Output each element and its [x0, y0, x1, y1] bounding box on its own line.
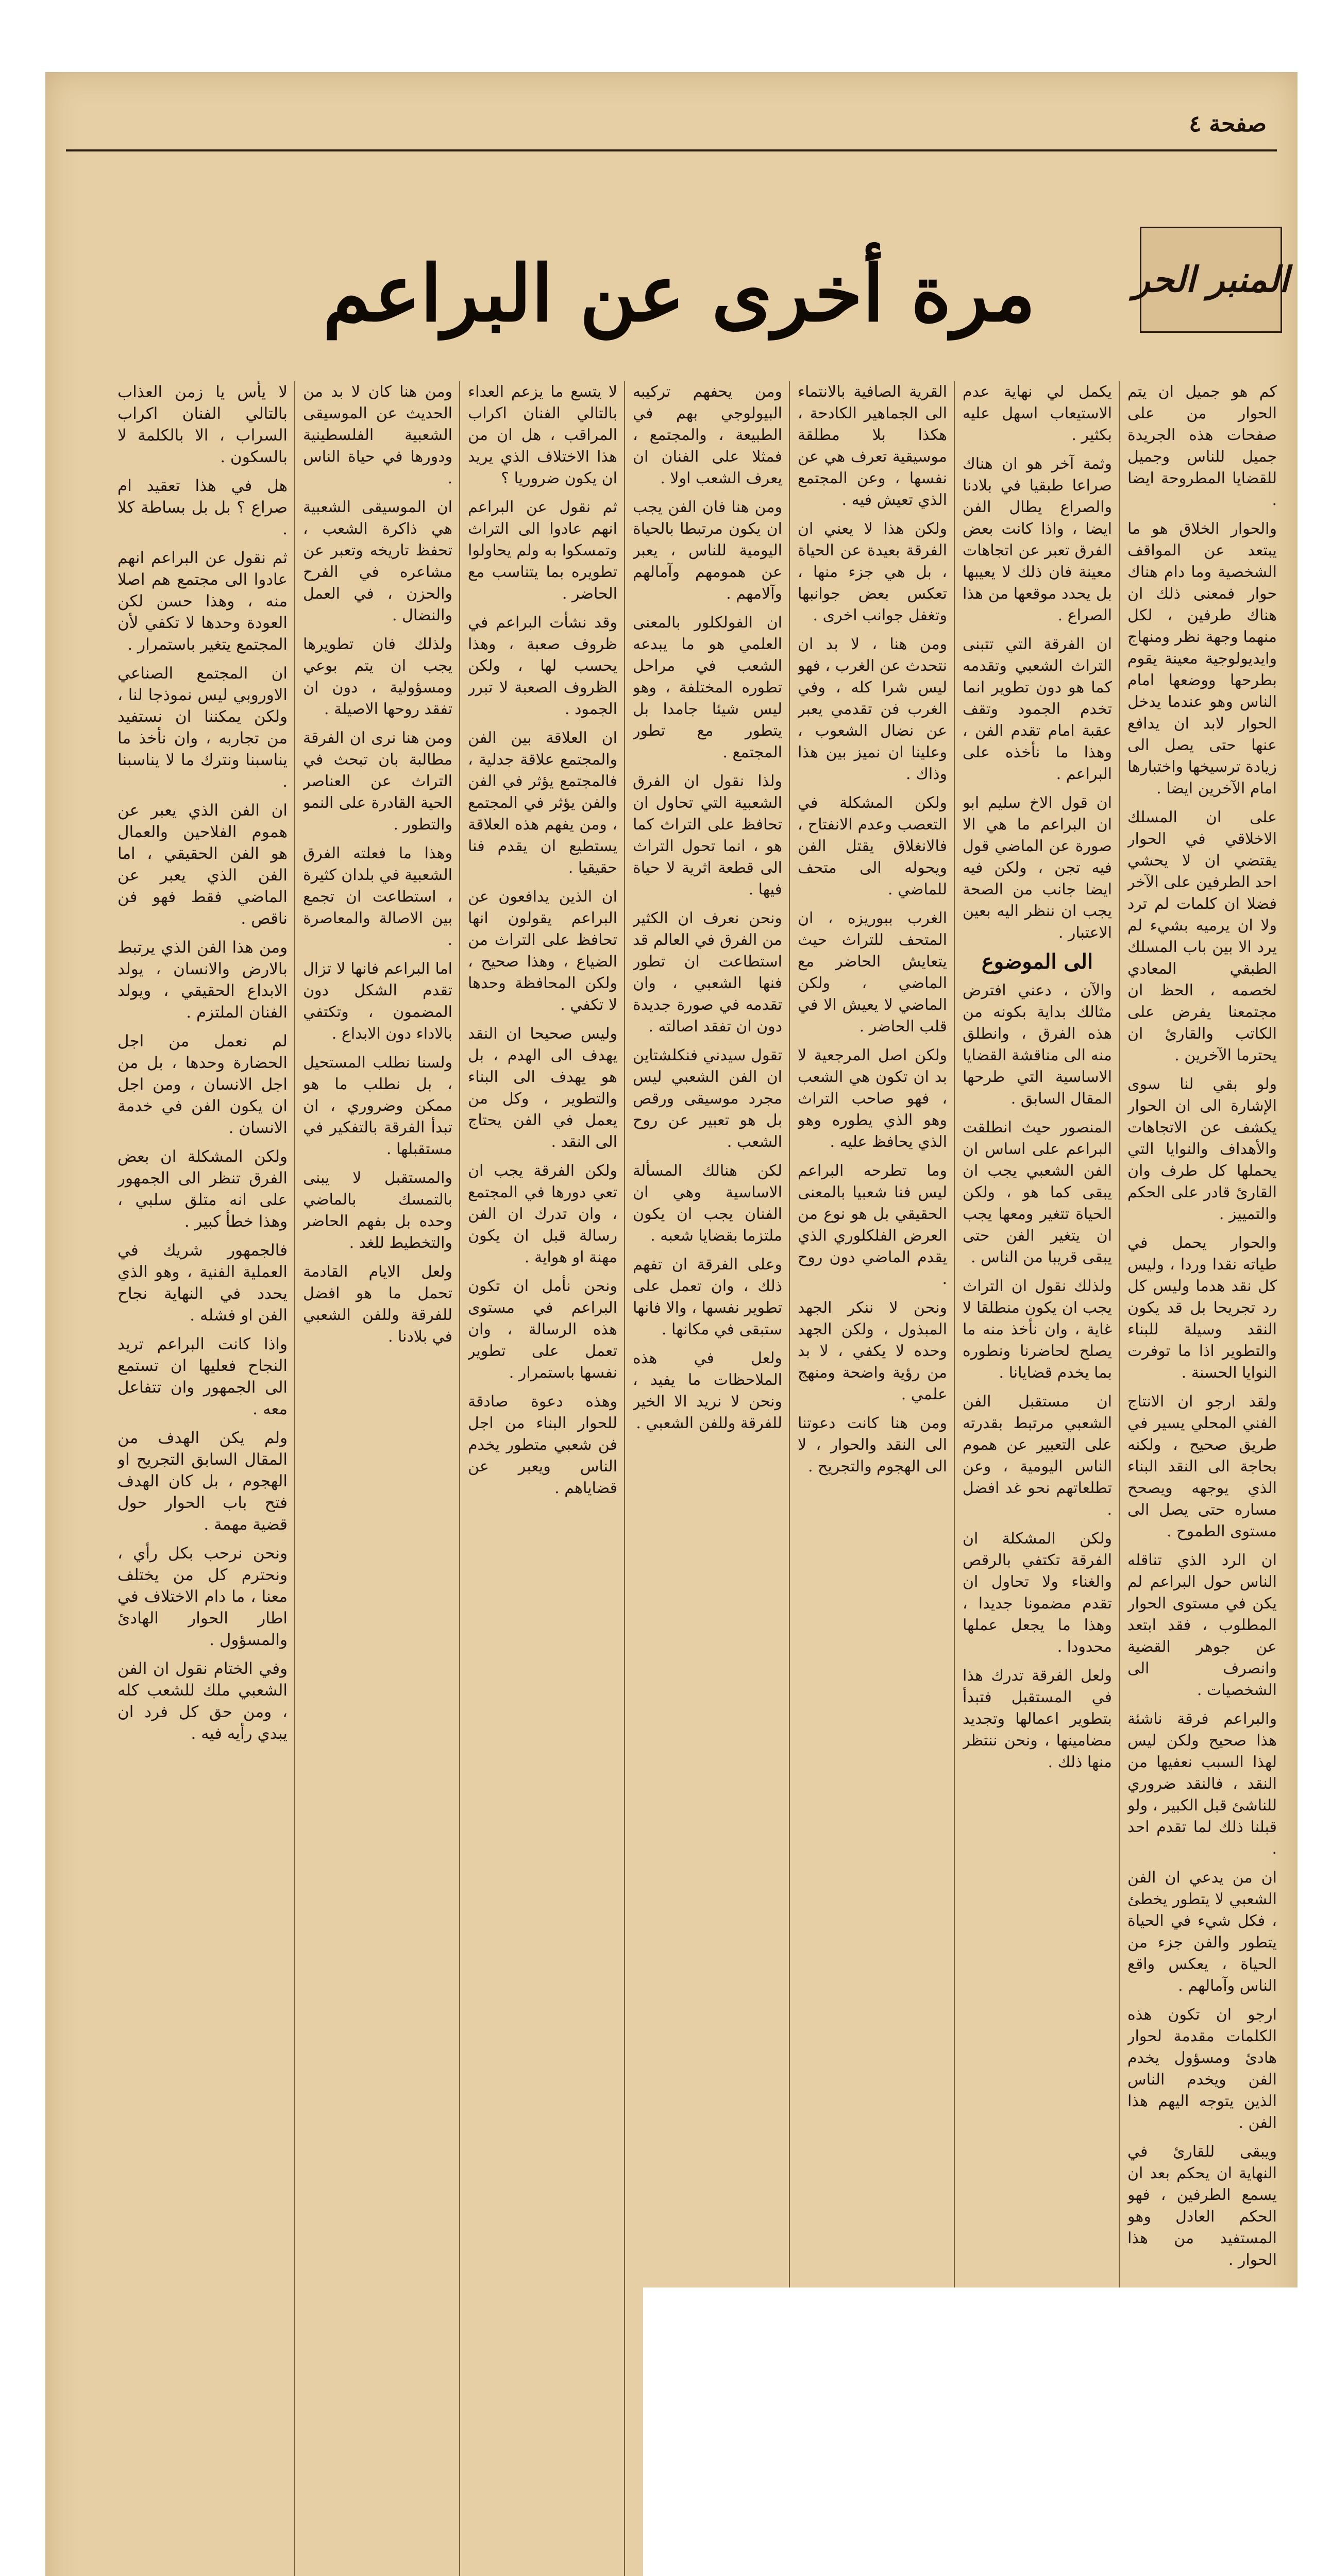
article-paragraph: ومن هنا كانت دعوتنا الى النقد والحوار ، لا الى الهجوم والتجريح . — [798, 1414, 947, 1476]
article-paragraph: والحوار يحمل في طياته نقدا وردا ، وليس كل نقد هدما وليس كل رد تجريحا بل قد يكون النقد وسيلة للبناء والتطوير اذا ما توفرت النوايا الحسنة . — [1127, 1234, 1277, 1382]
article-paragraph: ولكن اصل المرجعية لا بد ان تكون هي الشعب ، فهو صاحب التراث وهو الذي يطوره وهو الذي يحافظ عليه . — [798, 1046, 947, 1151]
article-column-7 — [117, 381, 288, 2576]
column-divider — [459, 381, 460, 2576]
article-paragraph: ولسنا نطلب المستحيل ، بل نطلب ما هو ممكن وضروري ، ان تبدأ الفرقة بالتفكير في مستقبلها . — [303, 1054, 452, 1158]
page-number-label: صفحة ٤ — [1189, 111, 1267, 137]
article-paragraph: ان قول الاخ سليم ابو ان البراعم ما هي الا صورة عن الماضي قول فيه تجن ، ولكن فيه ايضا جانب من الصحة يجب ان ننظر اليه بعين الاعتبار . — [963, 794, 1112, 942]
article-paragraph: ان الموسيقى الشعبية هي ذاكرة الشعب ، تحفظ تاريخه وتعبر عن مشاعره في الفرح والحزن ، في العمل والنضال . — [303, 498, 452, 624]
article-paragraph: ولكن هذا لا يعني ان الفرقة بعيدة عن الحياة ، بل هي جزء منها ، تعكس بعض جوانبها وتغفل جوانب اخرى . — [798, 520, 947, 624]
article-paragraph: ان الذين يدافعون عن البراعم يقولون انها تحافظ على التراث من الضياع ، وهذا صحيح ، ولكن المحافظة وحدها لا تكفي . — [468, 888, 617, 1014]
article-paragraph: ولكن المشكلة في التعصب وعدم الانفتاح ، فالانغلاق يقتل الفن ويحوله الى متحف للماضي . — [798, 794, 947, 899]
article-paragraph: المنصور حيث انطلقت البراعم على اساس ان الفن الشعبي يجب ان يبقى كما هو ، ولكن الحياة تتغير ومعها يجب ان يتغير الفن حتى يبقى قريبا من الناس . — [963, 1118, 1112, 1266]
column-divider — [294, 381, 295, 2576]
article-paragraph: وقد نشأت البراعم في ظروف صعبة ، وهذا يحسب لها ، ولكن الظروف الصعبة لا تبرر الجمود . — [468, 614, 617, 718]
article-paragraph: ومن يحفهم تركيبه البيولوجي بهم في الطبيعة ، والمجتمع ، فمثلا على الفنان ان يعرف الشعب اولا . — [633, 383, 782, 487]
article-paragraph: تقول سيدني فنكلشتاين ان الفن الشعبي ليس مجرد موسيقى ورقص بل هو تعبير عن روح الشعب . — [633, 1046, 782, 1151]
column-divider — [789, 381, 790, 2287]
article-paragraph: على ان المسلك الاخلاقي في الحوار يقتضي ان لا يحشي احد الطرفين على الآخر فضلا ان كلمات لم ترد ولا ان يرميه بشيء لم يرد الا بين باب المسلك الطبقي المعادي لخصمه ، الحظ ان مجتمعنا يفرض على الكاتب والقارئ ان يحترما الآخرين . — [1127, 808, 1277, 1064]
article-paragraph: ومن هنا كان لا بد من الحديث عن الموسيقى الشعبية الفلسطينية ودورها في حياة الناس . — [303, 383, 452, 487]
article-paragraph: لكن هنالك المسألة الاساسية وهي ان الفنان يجب ان يكون ملتزما بقضايا شعبه . — [633, 1162, 782, 1245]
column-divider — [624, 381, 625, 2576]
article-paragraph: ونحن نعرف ان الكثير من الفرق في العالم قد استطاعت ان تطور فنها الشعبي ، وان تقدمه في صورة جديدة دون ان تفقد اصالته . — [633, 909, 782, 1036]
headline-box — [241, 227, 1117, 361]
article-paragraph: وعلى الفرقة ان تفهم ذلك ، وان تعمل على تطوير نفسها ، والا فانها ستبقى في مكانها . — [633, 1256, 782, 1338]
article-paragraph: ولكن المشكلة ان بعض الفرق تنظر الى الجمهور على انه متلق سلبي ، وهذا خطأ كبير . — [117, 1147, 288, 1231]
article-paragraph: وهذا ما فعلته الفرق الشعبية في بلدان كثيرة ، استطاعت ان تجمع بين الاصالة والمعاصرة . — [303, 844, 452, 949]
article-paragraph: ولكن المشكلة ان الفرقة تكتفي بالرقص والغناء ولا تحاول ان تقدم مضمونا جديدا ، وهذا ما يجعل عملها محدودا . — [963, 1530, 1112, 1656]
article-paragraph: ولم يكن الهدف من المقال السابق التجريح او الهجوم ، بل كان الهدف فتح باب الحوار حول قضية مهمة . — [117, 1429, 288, 1534]
article-paragraph: ولذلك فان تطويرها يجب ان يتم بوعي ومسؤولية ، دون ان تفقد روحها الاصيلة . — [303, 635, 452, 718]
column-divider — [1119, 381, 1120, 2576]
article-column-5 — [468, 381, 617, 2576]
column-divider — [954, 381, 955, 2576]
article-paragraph: ان المجتمع الصناعي الاوروبي ليس نموذجا لنا ، ولكن يمكننا ان نستفيد من تجاربه ، وان نأخذ ما يناسبنا ونترك ما لا يناسبنا . — [117, 664, 288, 791]
article-paragraph: ولكن الفرقة يجب ان تعي دورها في المجتمع ، وان تدرك ان الفن رسالة قبل ان يكون مهنة او هواية . — [468, 1162, 617, 1266]
article-column-4 — [633, 381, 782, 2287]
article-paragraph: لا يأس يا زمن العذاب بالتالي الفنان اكراب السراب ، الا بالكلمة لا بالسكون . — [117, 383, 288, 466]
article-paragraph: ان الفولكلور بالمعنى العلمي هو ما يبدعه الشعب في مراحل تطوره المختلفة ، وهو ليس شيئا جامدا بل يتطور مع تطور المجتمع . — [633, 614, 782, 761]
article-column-3 — [798, 381, 947, 2287]
article-paragraph: ونحن نأمل ان تكون البراعم في مستوى هذه الرسالة ، وان تعمل على تطوير نفسها باستمرار . — [468, 1277, 617, 1382]
article-paragraph: ويبقى للقارئ في النهاية ان يحكم بعد ان يسمع الطرفين ، فهو الحكم العادل وهو المستفيد من هذا الحوار . — [1127, 2143, 1277, 2269]
article-paragraph: ان الرد الذي تناقله الناس حول البراعم لم يكن في مستوى الحوار المطلوب ، فقد ابتعد عن جوهر القضية وانصرف الى الشخصيات . — [1127, 1551, 1277, 1699]
article-paragraph: ولعل الايام القادمة تحمل ما هو افضل للفرقة وللفن الشعبي في بلادنا . — [303, 1263, 452, 1346]
article-paragraph: لا يتسع ما يزعم العداء بالتالي الفنان اكراب المراقب ، هل ان من هذا الاختلاف الذي يريد ان يكون ضروريا ؟ — [468, 383, 617, 487]
article-paragraph: ومن هنا فان الفن يجب ان يكون مرتبطا بالحياة اليومية للناس ، يعبر عن همومهم وآمالهم وآلامهم . — [633, 498, 782, 603]
article-paragraph: ومن هذا الفن الذي يرتبط بالارض والانسان ، يولد الابداع الحقيقي ، ويولد الفنان الملتزم . — [117, 938, 288, 1022]
article-paragraph: ومن هنا نرى ان الفرقة مطالبة بان تبحث في التراث عن العناصر الحية القادرة على النمو والتطور . — [303, 729, 452, 834]
article-paragraph: وثمة آخر هو ان هناك صراعا طبقيا في بلادنا والصراع يطال الفن ايضا ، واذا كانت بعض الفرق تعبر عن اتجاهات معينة فان ذلك لا يعيبها بل يحدد موقعها من هذا الصراع . — [963, 455, 1112, 624]
article-paragraph: ولعل الفرقة تدرك هذا في المستقبل فتبدأ بتطوير اعمالها وتجديد مضامينها ، ونحن ننتظر منها ذلك . — [963, 1667, 1112, 1771]
article-paragraph: وهذه دعوة صادقة للحوار البناء من اجل فن شعبي متطور يخدم الناس ويعبر عن قضاياهم . — [468, 1393, 617, 1497]
article-paragraph: والبراعم فرقة ناشئة هذا صحيح ولكن ليس لهذا السبب نعفيها من النقد ، فالنقد ضروري للناشئ قبل الكبير ، ولو قبلنا ذلك لما تقدم احد . — [1127, 1710, 1277, 1858]
article-paragraph: ومن هنا ، لا بد ان نتحدث عن الغرب ، فهو ليس شرا كله ، وفي الغرب فن تقدمي يعبر عن نضال الشعوب ، وعلينا ان نميز بين هذا وذاك . — [798, 635, 947, 783]
article-column-1 — [1127, 381, 1277, 2576]
article-paragraph: والمستقبل لا يبنى بالتمسك بالماضي وحده بل بفهم الحاضر والتخطيط للغد . — [303, 1169, 452, 1252]
article-paragraph: ان الفن الذي يعبر عن هموم الفلاحين والعمال هو الفن الحقيقي ، اما الفن الذي يعبر عن الماضي فقط فهو فن ناقص . — [117, 801, 288, 928]
article-paragraph: ثم نقول عن البراعم انهم عادوا الى مجتمع هم اصلا منه ، وهذا حسن لكن العودة وحدها لا تكفي لأن المجتمع يتغير باستمرار . — [117, 549, 288, 654]
article-paragraph: يكمل لي نهاية عدم الاستيعاب اسهل عليه بكثير . — [963, 383, 1112, 444]
article-paragraph: ونحن لا ننكر الجهد المبذول ، ولكن الجهد وحده لا يكفي ، لا بد من رؤية واضحة ومنهج علمي . — [798, 1299, 947, 1403]
article-paragraph: هل في هذا تعقيد ام صراع ؟ بل بل بساطة كلا . — [117, 477, 288, 538]
article-paragraph: اما البراعم فانها لا تزال تقدم الشكل دون المضمون ، وتكتفي بالاداء دون الابداع . — [303, 960, 452, 1043]
article-paragraph: ان من يدعي ان الفن الشعبي لا يتطور يخطئ ، فكل شيء في الحياة يتطور والفن جزء من الحياة ، يعكس واقع الناس وآمالهم . — [1127, 1869, 1277, 1995]
article-paragraph: وما تطرحه البراعم ليس فنا شعبيا بالمعنى الحقيقي بل هو نوع من العرض الفلكلوري الذي يقدم الماضي دون روح . — [798, 1162, 947, 1288]
article-paragraph: الغرب ببوريزه ، ان المتحف للتراث حيث يتعايش الحاضر مع الماضي ، ولكن الماضي لا يعيش الا في قلب الحاضر . — [798, 909, 947, 1036]
article-column-2 — [963, 381, 1112, 2576]
torn-corner — [643, 2287, 1298, 2576]
article-paragraph: ولقد ارجو ان الانتاج الفني المحلي يسير في طريق صحيح ، ولكنه بحاجة الى النقد البناء الذي يوجهه ويصحح مساره حتى يصل الى مستوى الطموح . — [1127, 1393, 1277, 1540]
article-paragraph: ان الفرقة التي تتبنى التراث الشعبي وتقدمه كما هو دون تطوير انما تخدم الجمود وتقف عقبة امام تقدم الفن ، وهذا ما نأخذه على البراعم . — [963, 635, 1112, 783]
article-paragraph: والحوار الخلاق هو ما يبتعد عن المواقف الشخصية وما دام هناك حوار فمعنى ذلك ان هناك طرفين ، لكل منهما وجهة نظر ومنهاج وايديولوجية معينة يقوم بطرحها ووضعها امام الناس وهو عندما يدخل الحوار لابد ان يدافع عنها حتى يصل الى زيادة ترسيخها واختبارها امام الآخرين ايضا . — [1127, 520, 1277, 798]
article-paragraph: ولعل في هذه الملاحظات ما يفيد ، ونحن لا نريد الا الخير للفرقة وللفن الشعبي . — [633, 1349, 782, 1432]
article-paragraph: فالجمهور شريك في العملية الفنية ، وهو الذي يحدد في النهاية نجاح الفن او فشله . — [117, 1241, 288, 1325]
article-paragraph: ان العلاقة بين الفن والمجتمع علاقة جدلية ، فالمجتمع يؤثر في الفن والفن يؤثر في المجتمع ، ومن يفهم هذه العلاقة يستطيع ان يقدم فنا حقيقيا . — [468, 729, 617, 877]
article-paragraph: واذا كانت البراعم تريد النجاح فعليها ان تستمع الى الجمهور وان تتفاعل معه . — [117, 1335, 288, 1418]
article-paragraph: ان مستقبل الفن الشعبي مرتبط بقدرته على التعبير عن هموم الناس اليومية ، وعن تطلعاتهم نحو غد افضل . — [963, 1393, 1112, 1519]
section-subhead: الى الموضوع — [981, 950, 1093, 974]
article-headline: مرة أخرى عن البراعم — [323, 248, 1036, 339]
section-title: المنبر الحر — [1133, 259, 1289, 300]
article-paragraph: ارجو ان تكون هذه الكلمات مقدمة لحوار هادئ ومسؤول يخدم الفن ويخدم الناس الذين يتوجه اليهم هذا الفن . — [1127, 2006, 1277, 2132]
article-paragraph: ولذلك نقول ان التراث يجب ان يكون منطلقا لا غاية ، وان نأخذ منه ما يصلح لحاضرنا ونطوره بما يخدم قضايانا . — [963, 1277, 1112, 1382]
article-paragraph: ونحن نرحب بكل رأي ، ونحترم كل من يختلف معنا ، ما دام الاختلاف في اطار الحوار الهادئ والمسؤول . — [117, 1544, 288, 1649]
article-column-6 — [303, 381, 452, 2576]
newspaper-clipping — [45, 72, 1298, 2576]
article-paragraph: ولذا نقول ان الفرق الشعبية التي تحاول ان تحافظ على التراث كما هو ، انما تحول التراث الى قطعة اثرية لا حياة فيها . — [633, 772, 782, 899]
section-masthead — [1133, 227, 1289, 333]
article-paragraph: وليس صحيحا ان النقد يهدف الى الهدم ، بل هو يهدف الى البناء والتطوير ، وكل من يعمل في الفن يحتاج الى النقد . — [468, 1025, 617, 1151]
article-paragraph: كم هو جميل ان يتم الحوار من على صفحات هذه الجريدة جميل للناس وجميل للقضايا المطروحة ايضا . — [1127, 383, 1277, 509]
article-paragraph: ولو بقي لنا سوى الإشارة الى ان الحوار يكشف عن الاتجاهات والأهداف والنوايا التي يحملها كل طرف وان القارئ قادر على الحكم والتمييز . — [1127, 1075, 1277, 1223]
article-paragraph: القرية الصافية بالانتماء الى الجماهير الكادحة ، هكذا بلا مطلقة موسيقية تعرف هي عن نفسها ، وعن المجتمع الذي تعيش فيه . — [798, 383, 947, 509]
top-rule — [66, 149, 1277, 151]
article-paragraph: ثم نقول عن البراعم انهم عادوا الى التراث وتمسكوا به ولم يحاولوا تطويره بما يتناسب مع الحاضر . — [468, 498, 617, 603]
article-paragraph: والآن ، دعني افترض مثالك بداية بكونه من هذه الفرق ، وانطلق منه الى مناقشة القضايا الاساسية التي طرحها المقال السابق . — [963, 981, 1112, 1108]
article-paragraph: لم نعمل من اجل الحضارة وحدها ، بل من اجل الانسان ، ومن اجل ان يكون الفن في خدمة الانسان . — [117, 1032, 288, 1137]
article-paragraph: وفي الختام نقول ان الفن الشعبي ملك للشعب كله ، ومن حق كل فرد ان يبدي رأيه فيه . — [117, 1659, 288, 1743]
